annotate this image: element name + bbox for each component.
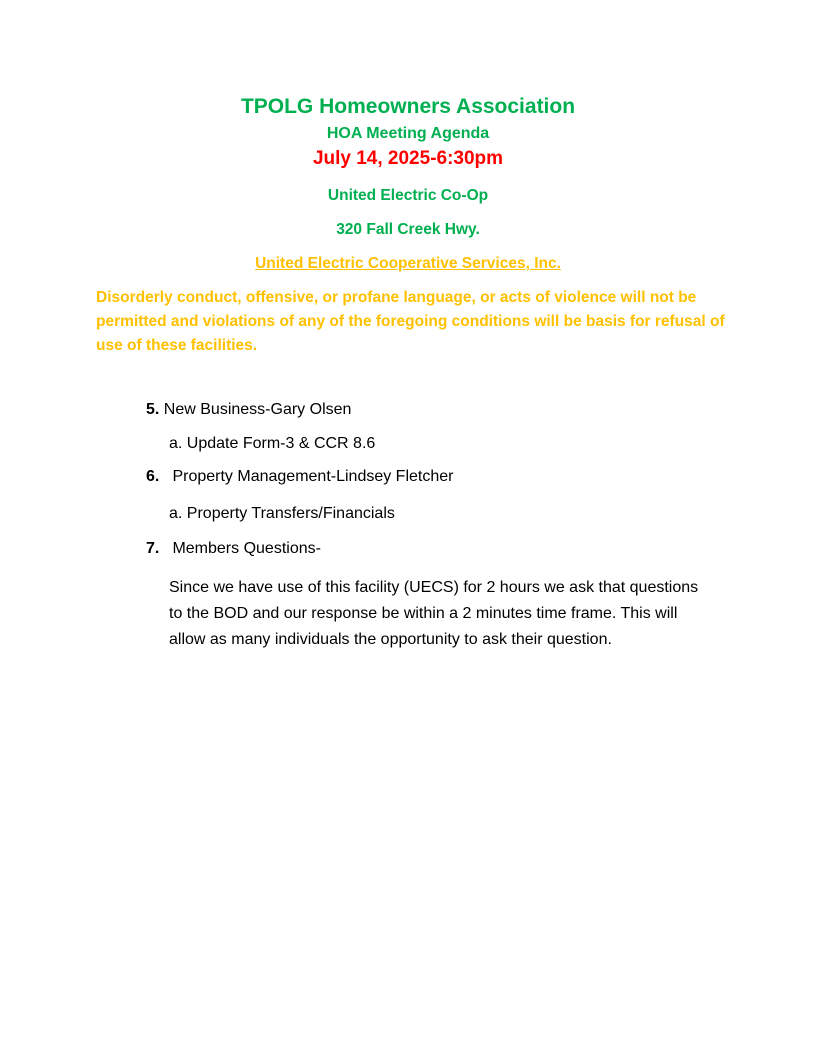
item-number: 5. — [146, 401, 160, 418]
venue-link[interactable]: United Electric Cooperative Services, Inc. — [255, 255, 561, 272]
questions-policy: Since we have use of this facility (UECS) for 2 hours we ask that questions to the BOD and our response be within a 2 minutes time frame. This will allow as many individuals the opportunity to ask their question. — [169, 579, 699, 648]
conduct-notice: Disorderly conduct, offensive, or profane language, or acts of violence will not be permitted and violations of any of the foregoing conditions will be basis for refusal of use of these facilities. — [96, 289, 725, 354]
org-title: TPOLG Homeowners Association — [240, 95, 576, 118]
item-label: Members Questions- — [172, 540, 321, 557]
item-label: Property Management-Lindsey Fletcher — [172, 468, 454, 485]
agenda-subtitle: HOA Meeting Agenda — [326, 125, 490, 142]
item-number: 7. — [146, 540, 160, 557]
agenda-subitem: a. Update Form-3 & CCR 8.6 — [169, 435, 376, 452]
agenda-item-5 — [146, 401, 351, 419]
agenda-item-6 — [146, 468, 453, 486]
venue-name: United Electric Co-Op — [327, 187, 489, 204]
venue-address: 320 Fall Creek Hwy. — [336, 221, 480, 238]
item-number: 6. — [146, 468, 160, 485]
item-label: New Business-Gary Olsen — [163, 401, 352, 418]
agenda-subitem: a. Property Transfers/Financials — [169, 505, 395, 522]
meeting-datetime: July 14, 2025-6:30pm — [312, 148, 504, 169]
agenda-item-7 — [146, 540, 321, 558]
